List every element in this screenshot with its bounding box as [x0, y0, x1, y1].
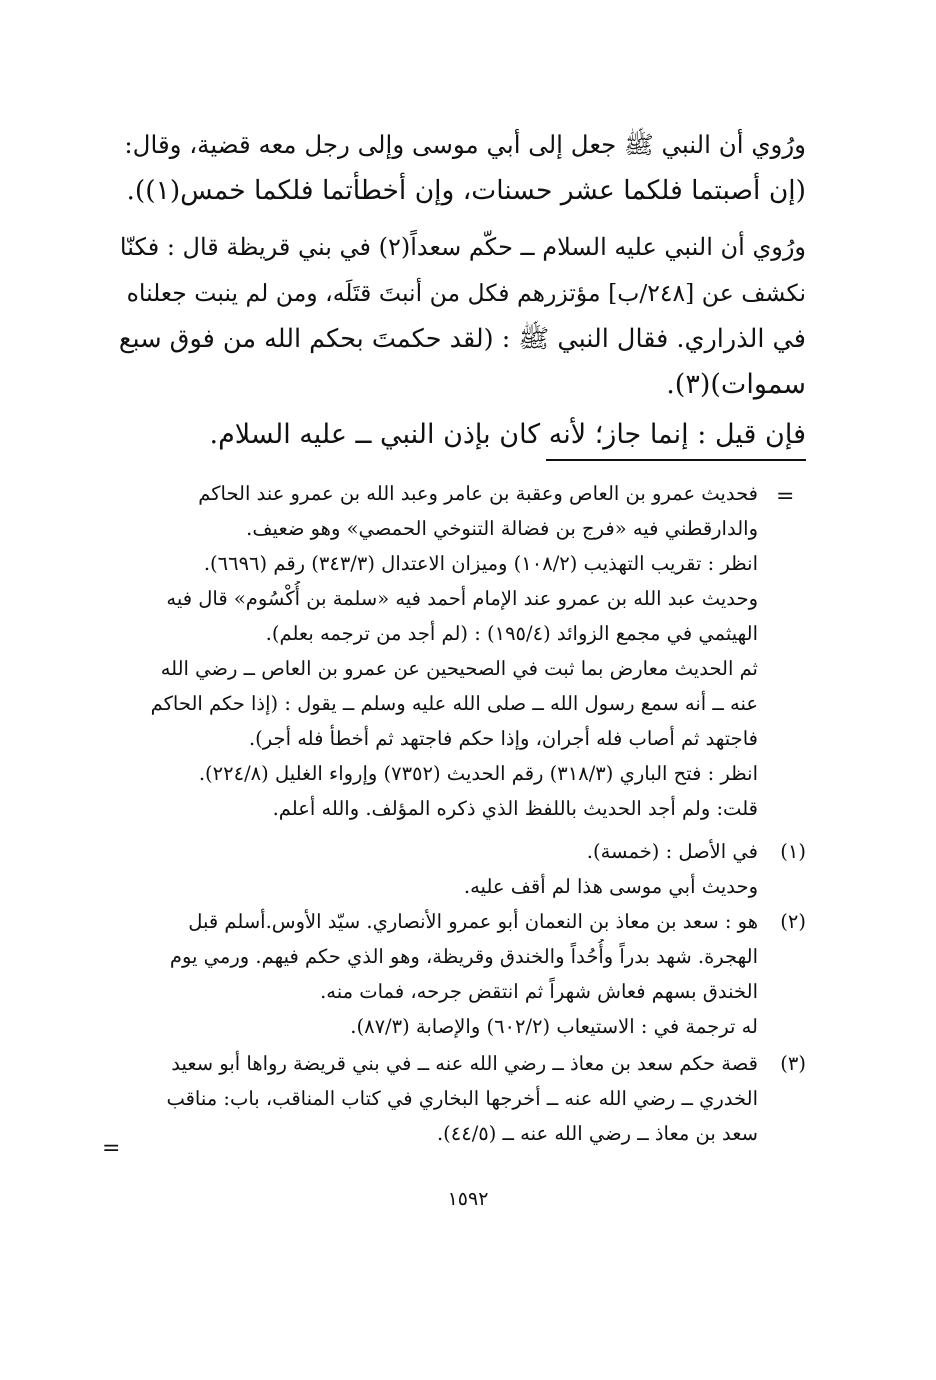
continuation-mark-bottom: =	[102, 1136, 121, 1161]
footnote-line: قلت: ولم أجد الحديث باللفظ الذي ذكره المؤلف. والله أعلم.	[272, 797, 758, 820]
footnote-number: (١)	[780, 840, 806, 863]
text-line: ورُوي أن النبي عليه السلام ــ حكّم سعداً(٢) في بني قريظة قال : فكنّا	[119, 233, 806, 261]
footnote-3	[118, 1046, 806, 1151]
text-line: سموات)(٣).	[666, 369, 806, 400]
footnote-line: وحديث عبد الله بن عمرو عند الإمام أحمد فيه «سلمة بن أُكْسُوم» قال فيه	[166, 587, 758, 610]
footnote-line: وحديث أبي موسى هذا لم أقف عليه.	[463, 875, 758, 898]
footnote-line: الهيثمي في مجمع الزوائد (١٩٥/٤) : (لم أجد من ترجمه بعلم).	[265, 622, 758, 645]
text-line: في الذراري. فقال النبي ﷺ : (لقد حكمتَ بحكم الله من فوق سبع	[118, 324, 806, 354]
footnote-text	[118, 1046, 758, 1151]
footnote-number: (٢)	[780, 910, 806, 933]
footnote-line: عنه ــ أنه سمع رسول الله ــ صلى الله عليه وسلم ــ يقول : (إذا حكم الحاكم	[150, 692, 758, 715]
footnote-separator	[546, 459, 806, 461]
footnote-line: في الأصل : (خمسة).	[586, 840, 758, 863]
footnote-line: فاجتهد ثم أصاب فله أجران، وإذا حكم فاجتهد ثم أخطأ فله أجر).	[248, 727, 758, 750]
paragraph-1	[118, 122, 806, 214]
footnote-text	[118, 476, 758, 826]
footnote-1	[118, 834, 806, 904]
footnote-line: ثم الحديث معارض بما ثبت في الصحيحين عن عمرو بن العاص ــ رضي الله	[160, 657, 758, 680]
footnote-continuation	[118, 476, 806, 826]
page-number: ١٥٩٢	[447, 1188, 489, 1210]
text-line: ورُوي أن النبي ﷺ جعل إلى أبي موسى وإلى رجل معه قضية، وقال:	[124, 130, 806, 159]
footnote-line: الهجرة. شهد بدراً وأُحُداً والخندق وقريظة، وهو الذي حكم فيهم. ورمي يوم	[169, 945, 758, 968]
paragraph-3	[156, 412, 806, 458]
footnote-line: قصة حكم سعد بن معاذ ــ رضي الله عنه ــ في بني قريضة رواها أبو سعيد	[171, 1052, 758, 1075]
footnote-line: سعد بن معاذ ــ رضي الله عنه ــ (٤٤/٥).	[436, 1122, 758, 1145]
continuation-mark-top: =	[776, 484, 795, 509]
footnote-text	[118, 904, 758, 1044]
footnote-line: والدارقطني فيه «فرج بن فضالة التنوخي الحمصي» وهو ضعيف.	[246, 517, 758, 540]
footnote-line: الخدري ــ رضي الله عنه ــ أخرجها البخاري في كتاب المناقب، باب: مناقب	[166, 1087, 758, 1110]
paragraph-2	[118, 224, 806, 408]
text-line: (إن أصبتما فلكما عشر حسنات، وإن أخطأتما فلكما خمس(١)).	[126, 175, 806, 206]
footnote-line: انظر : فتح الباري (٣١٨/٣) رقم الحديث (٧٣٥٢) وإرواء الغليل (٢٢٤/٨).	[198, 762, 758, 785]
footnote-number: (٣)	[780, 1052, 806, 1075]
footnote-text	[118, 834, 758, 904]
footnote-line: فحديث عمرو بن العاص وعقبة بن عامر وعبد الله بن عمرو عند الحاكم	[198, 482, 758, 505]
text-line: نكشف عن [٢٤٨/ب] مؤتزرهم فكل من أنبتَ قتَلَه، ومن لم ينبت جعلناه	[126, 279, 806, 307]
footnote-line: انظر : تقريب التهذيب (١٠٨/٢) وميزان الاعتدال (٣٤٣/٣) رقم (٦٦٩٦).	[203, 552, 758, 575]
footnote-line: هو : سعد بن معاذ بن النعمان أبو عمرو الأنصاري. سيّد الأوس.أسلم قبل	[188, 910, 758, 933]
text-line: فإن قيل : إنما جاز؛ لأنه كان بإذن النبي ــ عليه السلام.	[209, 419, 806, 450]
footnote-line: الخندق بسهم فعاش شهراً ثم انتقض جرحه، فمات منه.	[320, 980, 758, 1003]
footnote-2	[118, 904, 806, 1044]
footnote-line: له ترجمة في : الاستيعاب (٦٠٢/٢) والإصابة (٨٧/٣).	[350, 1015, 758, 1038]
